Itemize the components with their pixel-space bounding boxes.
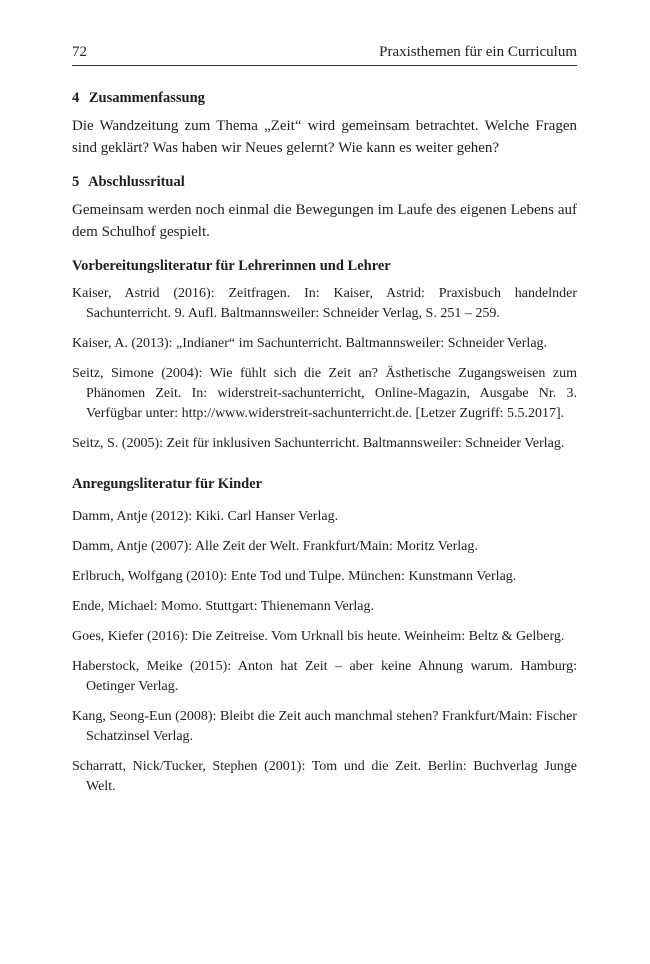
section-number: 5: [72, 174, 80, 190]
reference-item: Seitz, S. (2005): Zeit für inklusiven Sachunterricht. Baltmannsweiler: Schneider Verlag.: [72, 436, 565, 451]
reference-item: Ende, Michael: Momo. Stuttgart: Thienemann Verlag.: [72, 599, 374, 614]
section-text-abschlussritual: Gemeinsam werden noch einmal die Bewegungen im Laufe des eigenen Lebens auf dem Schulhof gespielt.: [72, 202, 577, 240]
reference-item: Haberstock, Meike (2015): Anton hat Zeit – aber keine Ahnung warum. Hamburg: Oetinger Verlag.: [72, 659, 577, 694]
reference-item: Goes, Kiefer (2016): Die Zeitreise. Vom Urknall bis heute. Weinheim: Beltz & Gelberg.: [72, 629, 565, 644]
running-head-title: Praxisthemen für ein Curriculum: [379, 44, 577, 60]
teacher-literature-heading: Vorbereitungsliteratur für Lehrerinnen und Lehrer: [72, 258, 391, 274]
section-title: Zusammenfassung: [88, 90, 205, 106]
document-page: [72, 44, 577, 811]
reference-item: Erlbruch, Wolfgang (2010): Ente Tod und Tulpe. München: Kunstmann Verlag.: [72, 569, 517, 584]
reference-item: Seitz, Simone (2004): Wie fühlt sich die Zeit an? Ästhetische Zugangsweisen zum Phänomen Zeit. In: widerstreit-sachunterricht, Online-Magazin, Ausgabe Nr. 3. Verfügbar unter: http://www.widerstreit-sachunterricht.de. [Letzer Zugriff: 5.5.2017].: [72, 366, 577, 421]
running-head: [72, 44, 577, 66]
reference-item: Kaiser, A. (2013): „Indianer“ im Sachunterricht. Baltmannsweiler: Schneider Verlag.: [72, 336, 548, 351]
teacher-literature-list: [72, 284, 577, 454]
page-number: 72: [72, 44, 87, 60]
reference-item: Kang, Seong-Eun (2008): Bleibt die Zeit auch manchmal stehen? Frankfurt/Main: Fischer Schatzinsel Verlag.: [72, 709, 577, 744]
kids-literature-heading: Anregungsliteratur für Kinder: [72, 476, 263, 492]
section-heading-abschlussritual: [72, 174, 577, 191]
section-number: 4: [72, 90, 80, 106]
reference-item: Damm, Antje (2012): Kiki. Carl Hanser Verlag.: [72, 509, 339, 524]
section-heading-zusammenfassung: [72, 90, 577, 107]
section-title: Abschlussritual: [88, 174, 185, 190]
reference-item: Kaiser, Astrid (2016): Zeitfragen. In: Kaiser, Astrid: Praxisbuch handelnder Sachunterricht. 9. Aufl. Baltmannsweiler: Schneider Verlag, S. 251 – 259.: [72, 286, 577, 321]
kids-literature-list: [72, 507, 577, 797]
reference-item: Scharratt, Nick/Tucker, Stephen (2001): Tom und die Zeit. Berlin: Buchverlag Junge Welt.: [72, 759, 577, 794]
section-text-zusammenfassung: Die Wandzeitung zum Thema „Zeit“ wird gemeinsam betrachtet. Welche Fragen sind geklärt? Was haben wir Neues gelernt? Wie kann es weiter gehen?: [72, 118, 577, 156]
reference-item: Damm, Antje (2007): Alle Zeit der Welt. Frankfurt/Main: Moritz Verlag.: [72, 539, 478, 554]
